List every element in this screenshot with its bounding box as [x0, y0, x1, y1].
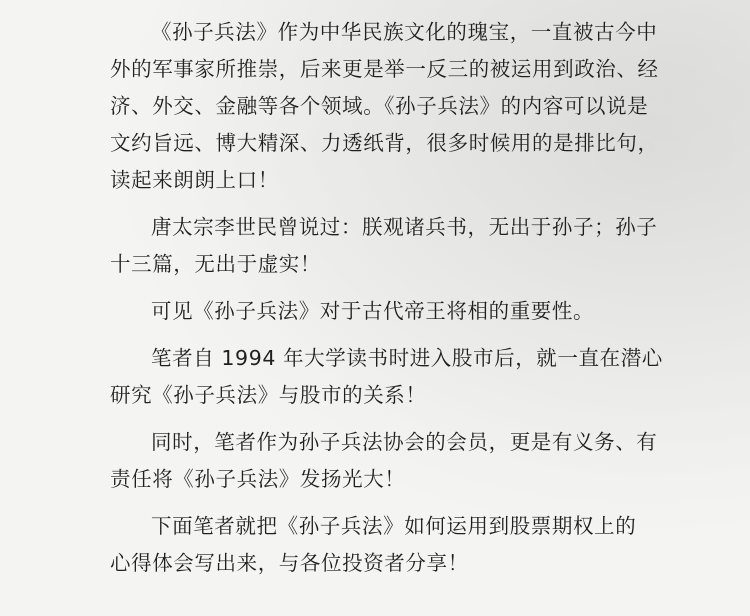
text-line: 笔者自 1994 年大学读书时进入股市后，就一直在潜心 — [151, 346, 663, 370]
text-line: 研究《孙子兵法》与股市的关系！ — [110, 383, 427, 407]
document-body — [110, 14, 670, 592]
text-line: 唐太宗李世民曾说过：朕观诸兵书，无出于孙子；孙子 — [151, 215, 658, 239]
text-line: 外的军事家所推崇，后来更是举一反三的被运用到政治、经 — [110, 57, 659, 81]
paragraph-6 — [110, 508, 670, 582]
text-line: 读起来朗朗上口！ — [110, 168, 279, 192]
text-line: 责任将《孙子兵法》发扬光大！ — [110, 467, 406, 491]
paragraph-2 — [110, 209, 670, 283]
text-line: 心得体会写出来，与各位投资者分享！ — [110, 551, 469, 575]
paragraph-4 — [110, 340, 670, 414]
text-line: 可见《孙子兵法》对于古代帝王将相的重要性。 — [151, 299, 595, 323]
paragraph-1 — [110, 14, 670, 199]
text-line: 济、外交、金融等各个领域。《孙子兵法》的内容可以说是 — [110, 94, 649, 118]
text-line: 《孙子兵法》作为中华民族文化的瑰宝，一直被古今中 — [151, 20, 658, 44]
paragraph-3 — [110, 293, 670, 330]
text-line: 下面笔者就把《孙子兵法》如何运用到股票期权上的 — [151, 514, 637, 538]
text-line: 文约旨远、博大精深、力透纸背，很多时候用的是排比句， — [110, 131, 659, 155]
paragraph-5 — [110, 424, 670, 498]
text-line: 同时，笔者作为孙子兵法协会的会员，更是有义务、有 — [151, 430, 658, 454]
text-line: 十三篇，无出于虚实！ — [110, 252, 321, 276]
